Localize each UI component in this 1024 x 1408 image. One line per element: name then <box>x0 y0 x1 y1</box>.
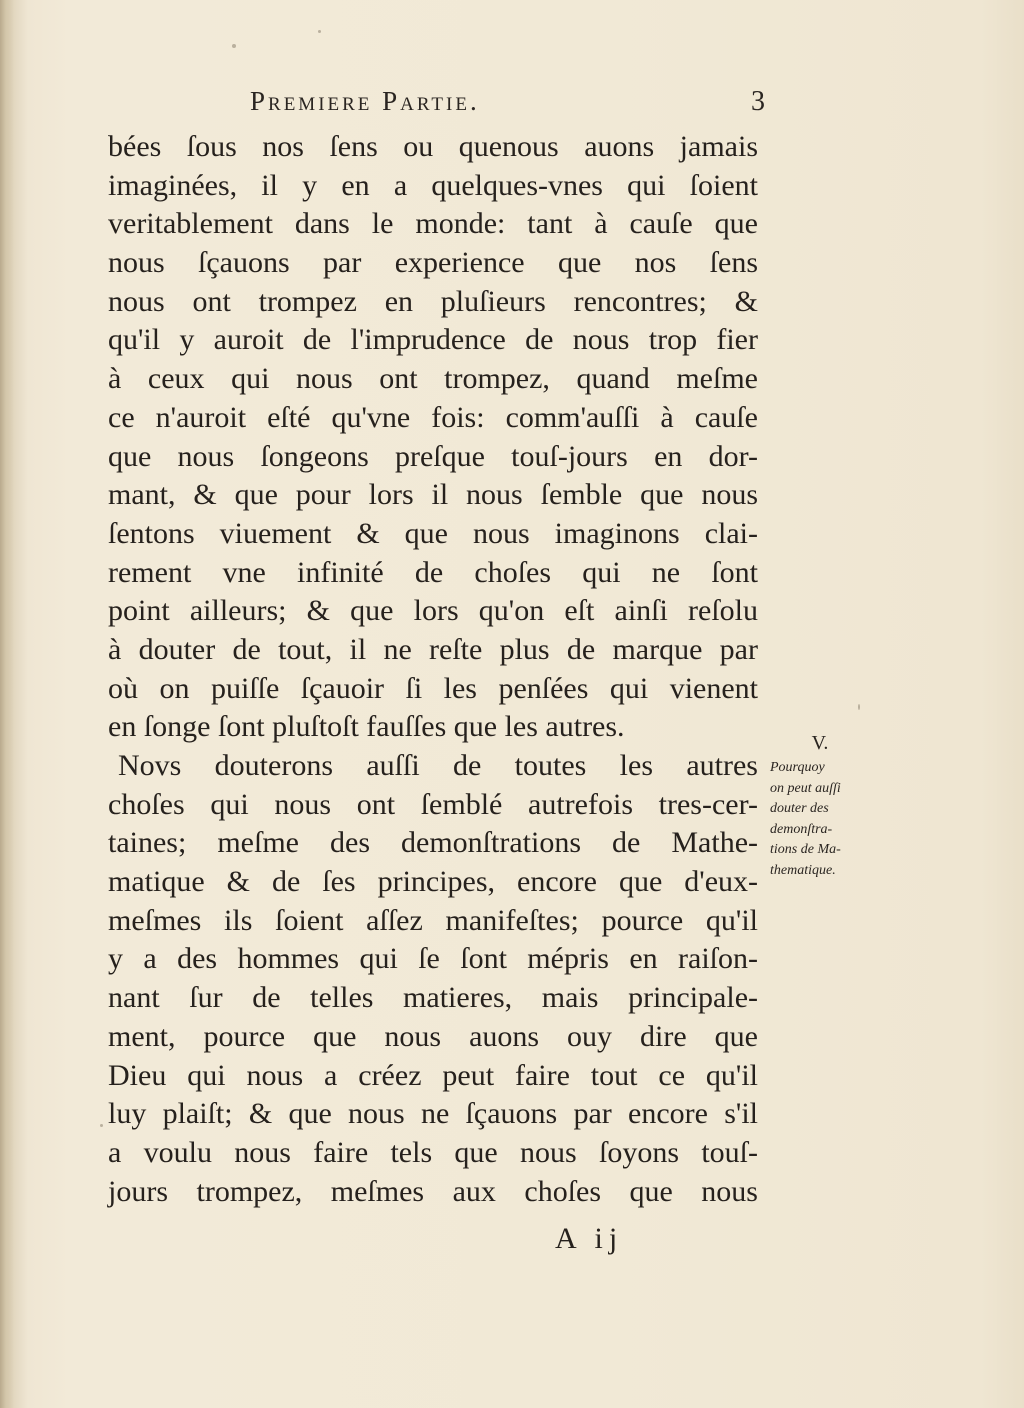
paper-speck <box>100 1124 103 1127</box>
text-line: imaginées, il y en a quelques-vnes qui ſoient <box>108 168 758 202</box>
text-line: ment, pource que nous auons ouy dire que <box>108 1019 758 1053</box>
text-line: à douter de tout, il ne reſte plus de marque par <box>108 632 758 666</box>
margin-note-line: on peut auſſi <box>770 780 841 796</box>
text-line: jours trompez, meſmes aux choſes que nous <box>108 1174 758 1208</box>
margin-note-line: douter des <box>770 801 829 816</box>
text-line: veritablement dans le monde: tant à cauſe que <box>108 207 758 241</box>
body-text <box>108 128 758 1211</box>
text-line: matique & de ſes principes, encore que d'eux- <box>108 865 758 899</box>
text-line: ce n'auroit eſté qu'vne fois: comm'auſſi à cauſe <box>108 400 758 434</box>
paper-speck <box>858 704 860 710</box>
text-line: a voulu nous faire tels que nous ſoyons touſ- <box>108 1135 758 1169</box>
margin-note <box>770 728 880 881</box>
text-line: luy plaiſt; & que nous ne ſçauons par encore s'il <box>108 1097 758 1131</box>
text-line: choſes qui nous ont ſemblé autrefois tres-cer- <box>108 787 758 821</box>
running-header <box>250 86 765 126</box>
text-line: ſentons viuement & que nous imaginons clai- <box>108 516 758 550</box>
text-line: point ailleurs; & que lors qu'on eſt ainſi reſolu <box>108 594 758 628</box>
page-gutter-shadow <box>0 0 14 1408</box>
paper-speck <box>232 44 236 48</box>
paper-speck <box>318 30 321 33</box>
signature-mark: A ij <box>555 1222 624 1255</box>
text-line: bées ſous nos ſens ou quenous auons jamais <box>108 130 758 163</box>
margin-note-line: Pourquoy <box>770 760 825 775</box>
margin-note-number: V. <box>811 732 829 754</box>
paragraph-end-line: en ſonge ſont pluſtoſt fauſſes que les autres. <box>108 710 625 744</box>
text-line: que nous ſongeons preſque touſ-jours en dor- <box>108 439 758 473</box>
text-line: nant ſur de telles matieres, mais principale- <box>108 981 758 1015</box>
text-line: y a des hommes qui ſe ſont mépris en raiſon- <box>108 942 758 976</box>
text-line: où on puiſſe ſçauoir ſi les penſées qui vienent <box>108 671 758 705</box>
margin-note-line: thematique. <box>770 862 836 878</box>
text-line: rement vne infinité de choſes qui ne ſont <box>108 555 758 589</box>
running-title: Premiere Partie. <box>250 86 480 116</box>
text-line: nous ſçauons par experience que nos ſens <box>108 246 758 280</box>
margin-note-line: tions de Ma- <box>770 842 841 857</box>
text-line: qu'il y auroit de l'imprudence de nous trop fier <box>108 323 758 357</box>
text-line: à ceux qui nous ont trompez, quand meſme <box>108 362 758 396</box>
margin-note-line: demonſtra- <box>770 821 833 837</box>
text-line: taines; meſme des demonſtrations de Mathe- <box>108 826 758 860</box>
text-line: nous ont trompez en pluſieurs rencontres; & <box>108 284 758 318</box>
text-line: Dieu qui nous a créez peut faire tout ce qu'il <box>108 1058 758 1092</box>
text-line: mant, & que pour lors il nous ſemble que nous <box>108 478 758 512</box>
paragraph-start-line: Novs douterons auſſi de toutes les autres <box>118 749 758 782</box>
page-number: 3 <box>751 86 765 117</box>
text-line: meſmes ils ſoient aſſez manifeſtes; pource qu'il <box>108 903 758 937</box>
